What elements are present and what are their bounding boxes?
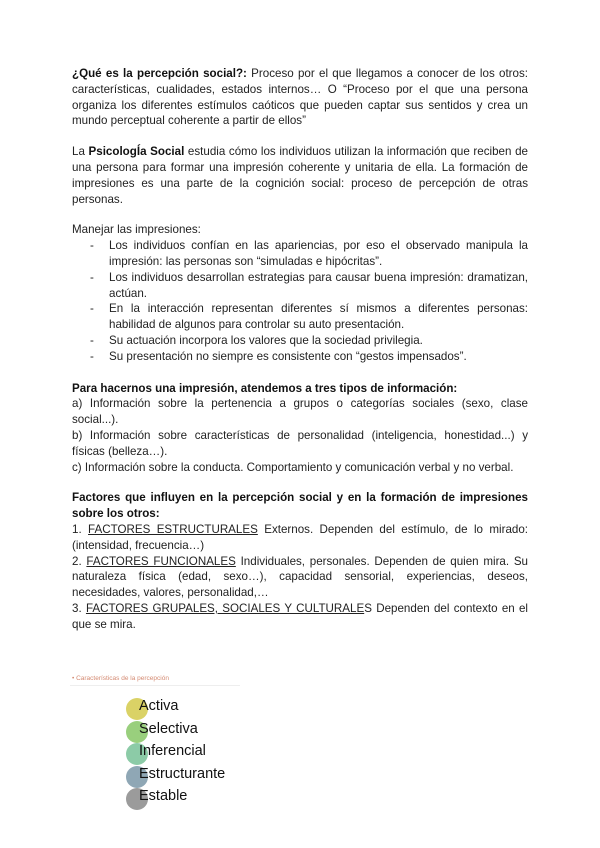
intro-question: ¿Qué es la percepción social?: bbox=[72, 67, 247, 80]
factores-heading: Factores que influyen en la percepción social y en la formación de impresiones sobre los otros: bbox=[72, 491, 528, 521]
factor-1-text: Externos. Dependen del estímulo, de lo mirado: (intensidad, frecuencia…) bbox=[72, 522, 529, 552]
factor-3-num: 3. bbox=[72, 601, 86, 615]
factor-3-text: Dependen del contexto en el que se mira. bbox=[72, 601, 529, 631]
psicologia-paragraph bbox=[72, 144, 528, 207]
factores-title bbox=[72, 490, 528, 522]
factor-3-name-end: S bbox=[364, 601, 372, 615]
impresion-c: c) Información sobre la conducta. Comportamiento y comunicación verbal y no verbal. bbox=[72, 460, 514, 474]
factor-3 bbox=[72, 601, 528, 633]
figure-divider bbox=[70, 685, 240, 686]
factor-1 bbox=[72, 522, 528, 554]
impresion-title bbox=[72, 381, 528, 397]
psicologia-text: estudia cómo los individuos utilizan la información que reciben de una persona para formar una impresión coherente y unitaria de ella. La formación de impresiones es una parte de la cognición social: proceso de percepción de otras personas. bbox=[72, 145, 528, 206]
document-body bbox=[72, 66, 528, 633]
intro-paragraph bbox=[72, 66, 528, 129]
impresion-b: b) Información sobre características de personalidad (inteligencia, honestidad...) y físicas (belleza…). bbox=[72, 428, 528, 458]
impresion-a: a) Información sobre la pertenencia a grupos o categorías sociales (sexo, clase social...). bbox=[72, 397, 528, 427]
figure-caption: • Características de la percepción bbox=[72, 675, 169, 682]
list-item: - Su presentación no siempre es consistente con “gestos impensados”. bbox=[90, 349, 528, 365]
factor-2-text: Individuales, personales. Dependen de quien mira. Su naturaleza física (edad, sexo…), capacidad sensorial, experiencias, deseos, necesidades, valores, personalidad,… bbox=[72, 554, 528, 600]
list-item: - Su actuación incorpora los valores que la sociedad privilegia. bbox=[90, 333, 528, 349]
figure-item-label: Estructurante bbox=[139, 765, 226, 782]
manejar-list bbox=[72, 238, 528, 364]
figure-item-label: Inferencial bbox=[139, 743, 206, 759]
psicologia-term: PsicologÍa Social bbox=[88, 145, 185, 159]
list-item: - Los individuos desarrollan estrategias para causar buena impresión: dramatizan, actúan. bbox=[90, 270, 528, 302]
factor-2-num: 2. bbox=[72, 554, 87, 568]
intro-text: Proceso por el que llegamos a conocer de los otros: características, cualidades, estados internos… O “Proceso por el que una persona organiza los diferentes estímulos caóticos que pueden captar sus sentidos y crea un mundo perceptual coherente a partir de ellos” bbox=[72, 67, 529, 128]
factor-1-name: FACTORES ESTRUCTURALES bbox=[88, 522, 258, 536]
figure-item-label: Selectiva bbox=[139, 720, 198, 737]
perception-figure bbox=[70, 675, 250, 815]
factor-2 bbox=[72, 554, 528, 601]
factor-2-name: FACTORES FUNCIONALES bbox=[86, 554, 236, 568]
manejar-title: Manejar las impresiones: bbox=[72, 223, 201, 237]
figure-item-label: Estable bbox=[139, 788, 188, 804]
list-item: - Los individuos confían en las apariencias, por eso el observado manipula la impresión: las personas son “simuladas e hipócritas”. bbox=[90, 238, 528, 270]
psicologia-pre: La bbox=[72, 145, 89, 159]
figure-item-label: Activa bbox=[139, 698, 179, 714]
factor-3-name: FACTORES GRUPALES, SOCIALES Y CULTURALE bbox=[85, 601, 365, 615]
impresion-heading: Para hacernos una impresión, atendemos a tres tipos de información: bbox=[72, 381, 458, 395]
factor-1-num: 1. bbox=[72, 522, 89, 536]
list-item: - En la interacción representan diferentes sí mismos a diferentes personas: habilidad de algunos para controlar su auto presentación. bbox=[90, 301, 528, 333]
